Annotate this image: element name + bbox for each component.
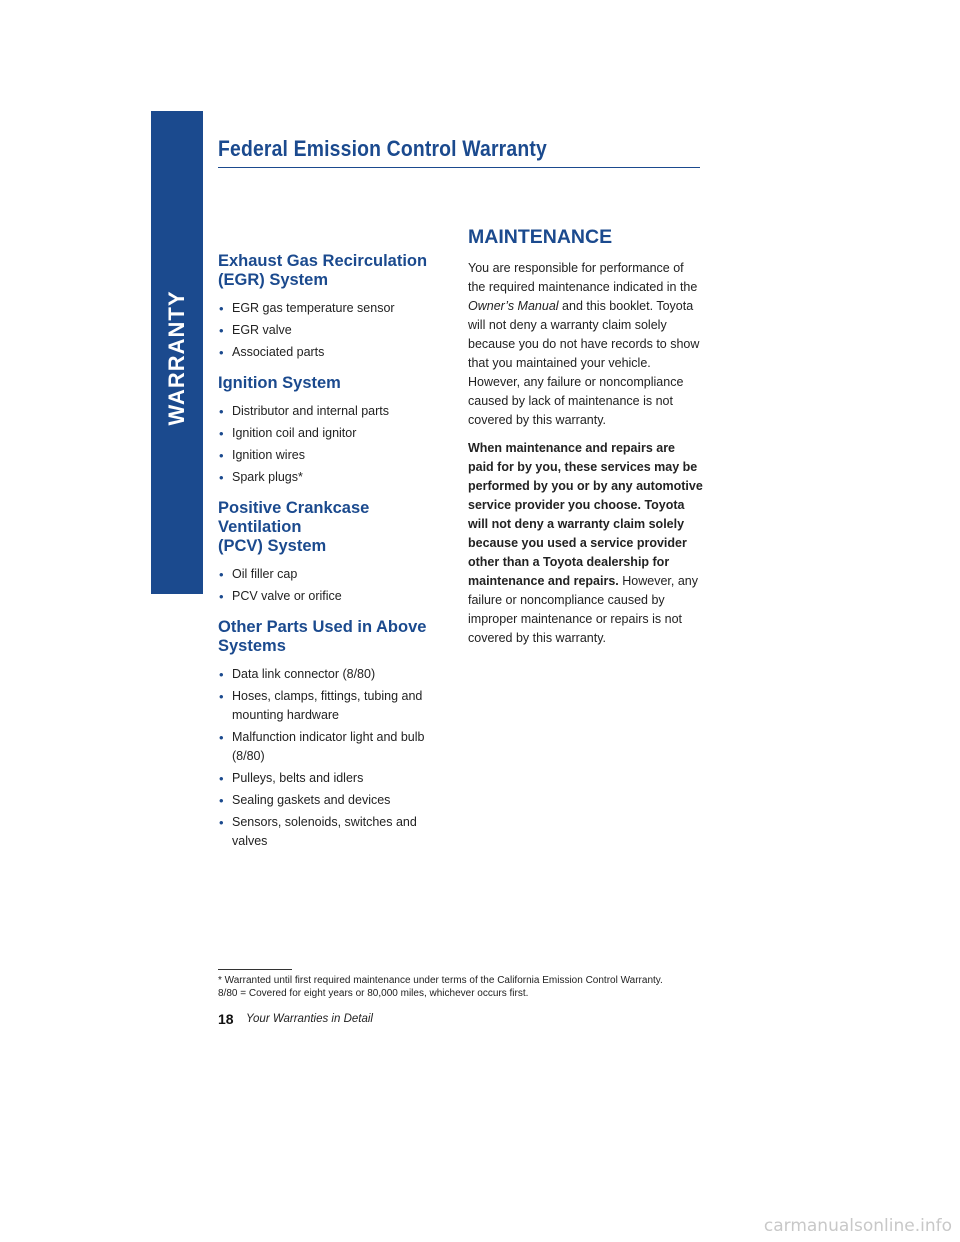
list-item <box>218 321 440 340</box>
list-item <box>218 791 440 810</box>
parts-list <box>218 665 440 851</box>
page-number: 18 <box>218 1011 234 1027</box>
list-item <box>218 565 440 584</box>
maintenance-text-2-bold: When maintenance and repairs are paid for by you, these services may be performed by you or by any automotive service provider you choose. Toyota will not deny a warranty claim solely because you used a service provider other than a Toyota dealership for maintenance and repairs. <box>468 441 703 588</box>
list-item-text: Associated parts <box>232 345 325 359</box>
bullet-icon: • <box>219 323 224 338</box>
bullet-icon: • <box>219 667 224 682</box>
parts-section <box>218 252 440 362</box>
running-title: Your Warranties in Detail <box>246 1013 373 1025</box>
bullet-icon: • <box>219 589 224 604</box>
list-item-text: Spark plugs* <box>232 470 303 484</box>
list-item-text: Pulleys, belts and idlers <box>232 771 364 785</box>
list-item-text: Data link connector (8/80) <box>232 667 376 681</box>
parts-list <box>218 565 440 606</box>
title-rule <box>218 167 700 168</box>
list-item-text: Distributor and internal parts <box>232 404 390 418</box>
bullet-icon: • <box>219 689 224 704</box>
list-item-text: PCV valve or orifice <box>232 589 342 603</box>
bullet-icon: • <box>219 730 224 745</box>
section-heading: Exhaust Gas Recirculation (EGR) System <box>218 252 428 289</box>
bullet-icon: • <box>219 345 224 360</box>
list-item <box>218 687 440 725</box>
bullet-icon: • <box>219 470 224 485</box>
bullet-icon: • <box>219 793 224 808</box>
bullet-icon: • <box>219 567 224 582</box>
maintenance-text-1b: and this booklet. Toyota will not deny a warranty claim solely because you do not have records to show that you maintained your vehicle. However, any failure or noncompliance caused by lack of maintenance is not covered by this warranty. <box>468 299 700 427</box>
list-item <box>218 665 440 684</box>
list-item <box>218 468 440 487</box>
bullet-icon: • <box>219 404 224 419</box>
list-item <box>218 299 440 318</box>
footnote-8-80: 8/80 = Covered for eight years or 80,000 miles, whichever occurs first. <box>218 988 529 999</box>
list-item-text: Hoses, clamps, fittings, tubing and mounting hardware <box>232 689 423 722</box>
list-item <box>218 587 440 606</box>
list-item-text: Ignition coil and ignitor <box>232 426 357 440</box>
page-title: Federal Emission Control Warranty <box>218 136 547 161</box>
list-item-text: Sealing gaskets and devices <box>232 793 391 807</box>
maintenance-paragraph-2 <box>468 439 704 648</box>
watermark: carmanualsonline.info <box>763 1216 952 1236</box>
section-heading: Ignition System <box>218 374 341 392</box>
bullet-icon: • <box>219 448 224 463</box>
list-item <box>218 728 440 766</box>
side-tab <box>151 111 203 594</box>
owners-manual-title: Owner’s Manual <box>468 299 559 313</box>
maintenance-paragraph-1 <box>468 259 704 430</box>
parts-section <box>218 374 440 487</box>
parts-list <box>218 299 440 362</box>
list-item-text: Malfunction indicator light and bulb (8/80) <box>232 730 425 763</box>
section-heading: Positive Crankcase Ventilation (PCV) System <box>218 499 370 555</box>
parts-section <box>218 618 440 851</box>
list-item-text: Sensors, solenoids, switches and valves <box>232 815 417 848</box>
list-item <box>218 769 440 788</box>
parts-list <box>218 402 440 487</box>
list-item <box>218 424 440 443</box>
section-heading: Other Parts Used in Above Systems <box>218 618 427 655</box>
list-item <box>218 813 440 851</box>
maintenance-heading: MAINTENANCE <box>468 226 613 248</box>
parts-column <box>218 252 440 863</box>
maintenance-text-2-rest: However, any failure or noncompliance caused by improper maintenance or repairs is not covered by this warranty. <box>468 574 698 645</box>
list-item-text: EGR valve <box>232 323 292 337</box>
list-item-text: Oil filler cap <box>232 567 298 581</box>
list-item-text: Ignition wires <box>232 448 305 462</box>
bullet-icon: • <box>219 301 224 316</box>
side-tab-label: WARRANTY <box>164 290 189 426</box>
bullet-icon: • <box>219 426 224 441</box>
bullet-icon: • <box>219 815 224 830</box>
list-item-text: EGR gas temperature sensor <box>232 301 395 315</box>
list-item <box>218 343 440 362</box>
maintenance-column <box>468 226 704 648</box>
maintenance-text-1a: You are responsible for performance of the required maintenance indicated in the <box>468 261 698 294</box>
footnote-rule <box>218 969 292 970</box>
parts-section <box>218 499 440 606</box>
footnotes <box>218 974 818 1000</box>
list-item <box>218 402 440 421</box>
list-item <box>218 446 440 465</box>
bullet-icon: • <box>219 771 224 786</box>
footnote-asterisk: * Warranted until first required maintenance under terms of the California Emission Control Warranty. <box>218 975 663 986</box>
